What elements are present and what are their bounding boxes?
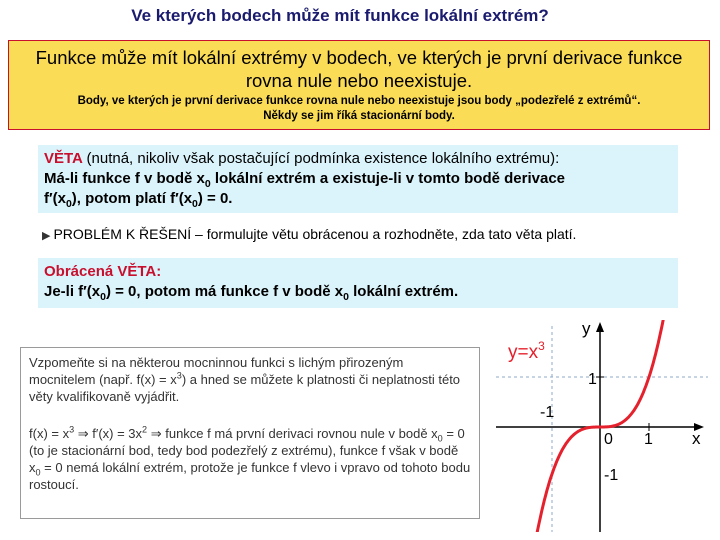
- note-p2-sup-1: 3: [69, 424, 75, 435]
- converse-text-1: Je-li f′(x: [44, 283, 101, 300]
- note-p2-text-e: = 0 nemá lokální extrém, protože je funkce f vlevo i vpravo od tohoto bodu rostoucí.: [29, 460, 471, 492]
- converse-theorem-box: [38, 258, 678, 308]
- definition-box: [8, 40, 710, 130]
- y-axis-label: y: [582, 320, 591, 338]
- note-paragraph-1: [29, 354, 471, 405]
- problem-text: – formulujte větu obrácenou a rozhodněte, zda tato věta platí.: [191, 226, 577, 242]
- theorem-text-5: ) = 0.: [197, 190, 233, 207]
- note-p2-sub-2: 0: [35, 467, 41, 478]
- problem-line: [42, 226, 576, 242]
- converse-text-2: ) = 0, potom má funkce f v bodě x: [105, 283, 344, 300]
- converse-text-3: lokální extrém.: [348, 283, 459, 300]
- note-p2-text-b: f′(x) = 3x: [92, 426, 143, 441]
- origin-label: 0: [604, 431, 613, 448]
- converse-heading: Obrácená VĚTA:: [44, 263, 162, 280]
- converse-sub-1: 0: [100, 291, 106, 303]
- note-p2-sup-2: 2: [142, 424, 148, 435]
- x-tick-label-1: 1: [644, 431, 653, 448]
- theorem-text-4: ), potom platí f′(x: [71, 190, 193, 207]
- theorem-qualifier: (nutná, nikoliv však postačující podmínka existence lokálního extrému):: [86, 150, 560, 167]
- definition-main-text: Funkce může mít lokální extrémy v bodech, ve kterých je první derivace funkce rovna nule nebo neexistuje.: [35, 47, 683, 91]
- y-tick-label-neg1: -1: [604, 467, 619, 484]
- implies-arrow-icon-1: ⇒: [74, 426, 93, 441]
- x-axis-label: x: [692, 429, 701, 448]
- note-p2-text-d: = 0 (to je stacionární bod, tedy bod podezřelý z extrému), funkce f však v bodě x: [29, 426, 465, 475]
- theorem-sub-1: 0: [204, 178, 211, 190]
- implies-arrow-icon-2: ⇒: [147, 426, 166, 441]
- note-p1-text-a: Vzpomeňte si na některou mocninnou funkci s lichým přirozeným mocnitelem (např. f(x) = x: [29, 355, 404, 387]
- cubic-function-graph: [496, 320, 708, 532]
- function-label: $y=x^3$: [508, 339, 545, 363]
- definition-sub-line2: Někdy se jim říká stacionární body.: [263, 110, 455, 122]
- note-p2-text-a: f(x) = x: [29, 426, 70, 441]
- x-tick-label-neg1: -1: [540, 404, 555, 421]
- theorem-heading: VĚTA: [44, 150, 83, 167]
- definition-sub-text: [9, 94, 709, 124]
- note-paragraph-2: [29, 425, 471, 493]
- y-tick-label-1: 1: [588, 371, 597, 388]
- theorem-text-2: lokální extrém a existuje-li v tomto bodě derivace: [210, 170, 566, 187]
- theorem-text-1: Má-li funkce f v bodě x: [44, 170, 205, 187]
- theorem-sub-3: 0: [192, 198, 198, 210]
- triangle-bullet-icon: ▶: [42, 230, 51, 242]
- problem-heading: PROBLÉM K ŘEŠENÍ: [53, 226, 192, 242]
- note-p1-text-b: ) a hned se můžete k platnosti či neplatnosti této věty kvalifikovaně vyjádřit.: [29, 372, 461, 404]
- slide-title: Ve kterých bodech může mít funkce lokální extrém?: [131, 6, 549, 25]
- theorem-sub-2: 0: [65, 198, 72, 210]
- theorem-box: [38, 145, 678, 213]
- converse-sub-2: 0: [343, 291, 349, 303]
- note-p1-sup: 3: [176, 370, 182, 381]
- theorem-text-3: f′(x: [44, 190, 66, 207]
- note-p2-text-c: funkce f má první derivaci rovnou nule v bodě x: [165, 426, 438, 441]
- note-box: [20, 347, 480, 519]
- definition-sub-line1: Body, ve kterých je první derivace funkce rovna nule nebo neexistuje jsou body „podezřelé z extrémů“.: [77, 95, 641, 107]
- note-p2-sub-1: 0: [437, 433, 443, 444]
